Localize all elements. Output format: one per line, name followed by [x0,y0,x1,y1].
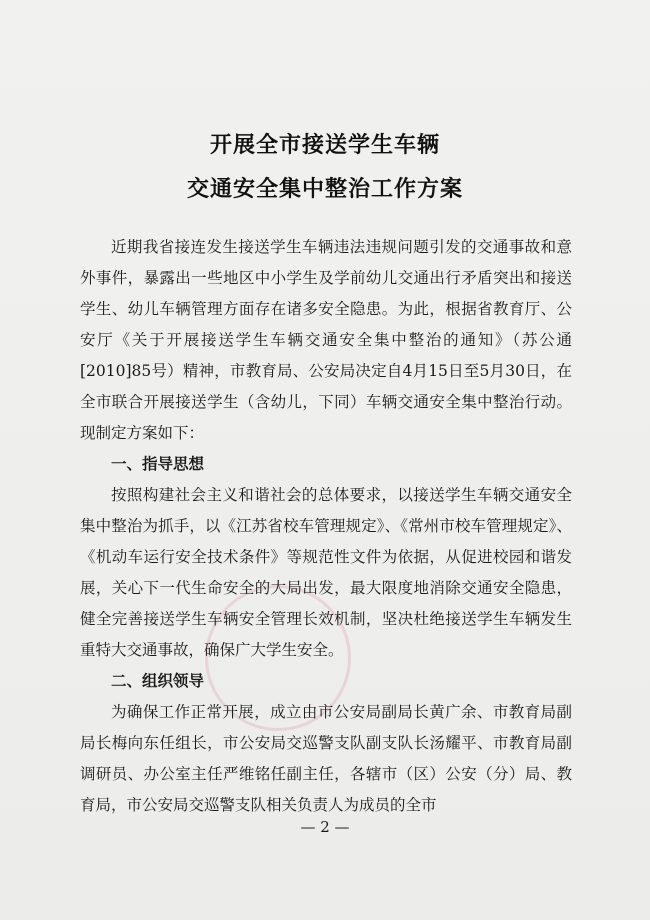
document-body [80,232,572,821]
document-title-line-1: 开展全市接送学生车辆 [209,133,440,158]
page-number: — 2 — [300,818,350,836]
section-heading-organization: 二、组织领导 [111,672,205,690]
section-paragraph-organization: 为确保工作正常开展，成立由市公安局副局长黄广余、市教育局副局长梅向东任组长，市公安局交巡警支队副支队长汤耀平、市教育局副调研员、办公室主任严维铭任副主任，各辖市（区）公安（分）局、教育局，市公安局交巡警支队相关负责人为成员的全市 [80,703,572,814]
section-heading-guiding-principle: 一、指导思想 [111,455,205,473]
intro-paragraph: 近期我省接连发生接送学生车辆违法违规问题引发的交通事故和意外事件，暴露出一些地区中小学生及学前幼儿交通出行矛盾突出和接送学生、幼儿车辆管理方面存在诸多安全隐患。为此，根据省教育厅、公安厅《关于开展接送学生车辆交通安全集中整治的通知》（苏公通[2010]85号）精神，市教育局、公安局决定自4月15日至5月30日，在全市联合开展接送学生（含幼儿，下同）车辆交通安全集中整治行动。现制定方案如下： [80,238,572,442]
section-paragraph-guiding-principle: 按照构建社会主义和谐社会的总体要求，以接送学生车辆交通安全集中整治为抓手，以《江苏省校车管理规定》、《常州市校车管理规定》、《机动车运行安全技术条件》等规范性文件为依据，从促进校园和谐发展，关心下一代生命安全的大局出发，最大限度地消除交通安全隐患，健全完善接送学生车辆安全管理长效机制，坚决杜绝接送学生车辆发生重特大交通事故，确保广大学生安全。 [80,486,572,659]
document-title-line-2: 交通安全集中整治工作方案 [186,177,463,202]
